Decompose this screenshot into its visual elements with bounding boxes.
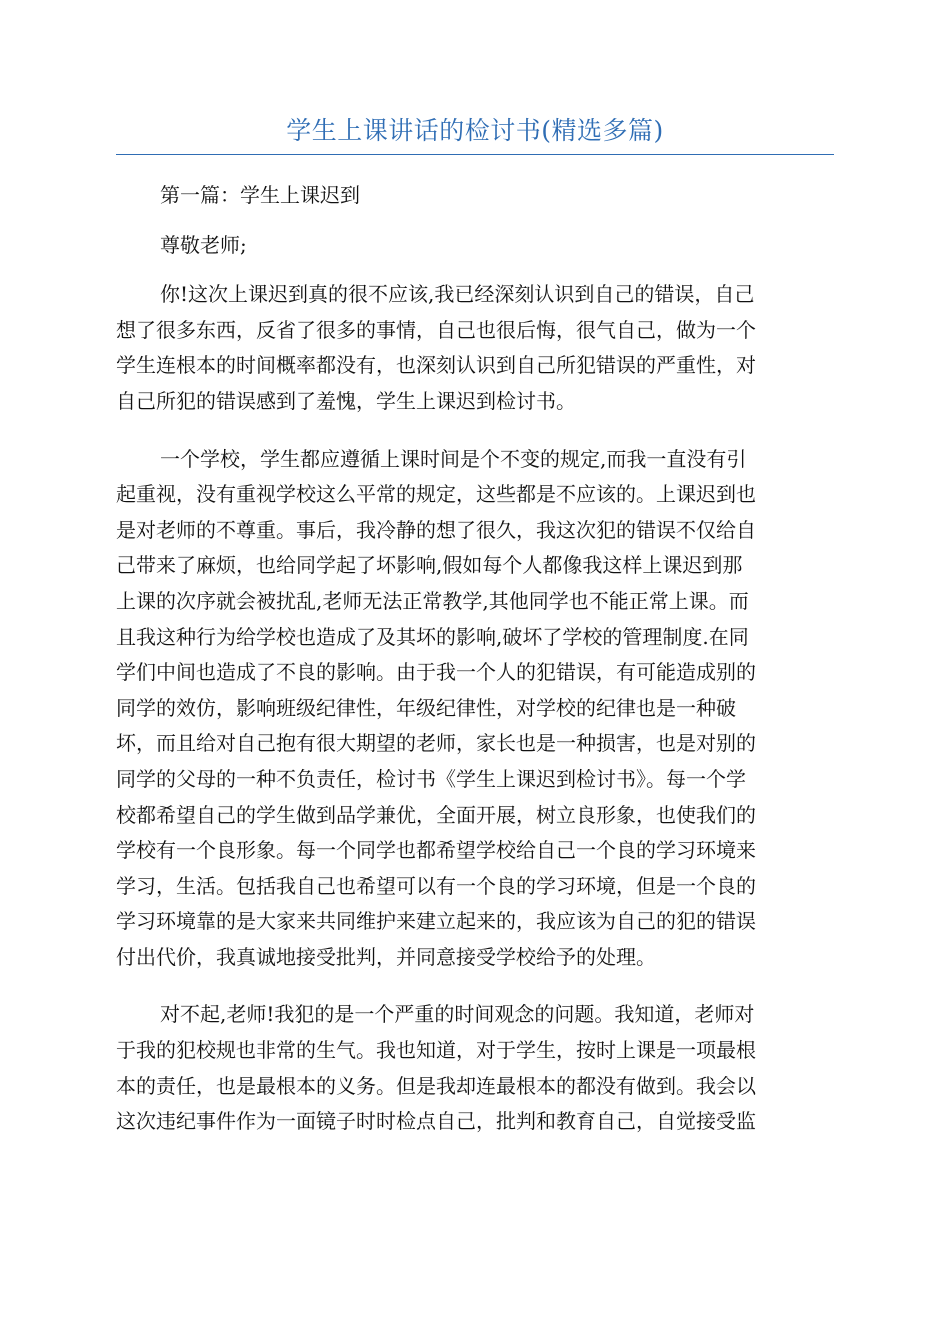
paragraph-line: 是对老师的不尊重。事后，我冷静的想了很久，我这次犯的错误不仅给自 <box>116 517 756 542</box>
paragraph-line: 同学的效仿，影响班级纪律性，年级纪律性，对学校的纪律也是一种破 <box>116 695 736 720</box>
paragraph-3 <box>116 997 832 1139</box>
document-title: 学生上课讲话的检讨书(精选多篇) <box>286 116 664 145</box>
paragraph-line: 校都希望自己的学生做到品学兼优，全面开展，树立良形象，也使我们的 <box>116 802 756 827</box>
spacer <box>116 214 832 228</box>
paragraph-spacer <box>116 975 832 997</box>
section-heading: 第一篇：学生上课迟到 <box>160 183 360 207</box>
paragraph-line: 同学的父母的一种不负责任，检讨书《学生上课迟到检讨书》。每一个学 <box>116 766 746 791</box>
spacer <box>116 263 832 277</box>
paragraph-line: 自己所犯的错误感到了羞愧，学生上课迟到检讨书。 <box>116 388 576 413</box>
paragraph-line: 学习，生活。包括我自己也希望可以有一个良的学习环境，但是一个良的 <box>116 873 756 898</box>
paragraph-line: 坏，而且给对自己抱有很大期望的老师，家长也是一种损害，也是对别的 <box>116 731 756 756</box>
paragraph-2 <box>116 442 832 976</box>
salutation: 尊敬老师; <box>160 232 247 257</box>
paragraph-line: 学生连根本的时间概率都没有，也深刻认识到自己所犯错误的严重性，对 <box>116 353 756 378</box>
paragraph-line: 且我这种行为给学校也造成了及其坏的影响,破坏了学校的管理制度.在同 <box>116 624 749 649</box>
paragraph-line: 本的责任，也是最根本的义务。但是我却连最根本的都没有做到。我会以 <box>116 1073 756 1098</box>
paragraph-line: 起重视，没有重视学校这么平常的规定，这些都是不应该的。上课迟到也 <box>116 482 756 507</box>
document-body <box>116 178 832 1140</box>
paragraph-1 <box>116 277 832 419</box>
paragraph-line: 于我的犯校规也非常的生气。我也知道，对于学生，按时上课是一项最根 <box>116 1038 756 1063</box>
paragraph-line: 想了很多东西，反省了很多的事情，自己也很后悔，很气自己，做为一个 <box>116 317 756 342</box>
paragraph-line: 学们中间也造成了不良的影响。由于我一个人的犯错误，有可能造成别的 <box>116 660 756 685</box>
paragraph-line: 学校有一个良形象。每一个同学也都希望学校给自己一个良的学习环境来 <box>116 838 756 863</box>
paragraph-line: 这次违纪事件作为一面镜子时时检点自己，批判和教育自己，自觉接受监 <box>116 1109 756 1134</box>
title-underline <box>116 154 834 155</box>
paragraph-spacer <box>116 420 832 442</box>
paragraph-line: 学习环境靠的是大家来共同维护来建立起来的，我应该为自己的犯的错误 <box>116 909 756 934</box>
paragraph-line: 对不起,老师!我犯的是一个严重的时间观念的问题。我知道，老师对 <box>160 1002 755 1027</box>
paragraph-line: 一个学校，学生都应遵循上课时间是个不变的规定,而我一直没有引 <box>160 446 747 471</box>
paragraph-line: 己带来了麻烦，也给同学起了坏影响,假如每个人都像我这样上课迟到那 <box>116 553 743 578</box>
paragraph-line: 上课的次序就会被扰乱,老师无法正常教学,其他同学也不能正常上课。而 <box>116 588 749 613</box>
paragraph-line: 付出代价，我真诚地接受批判，并同意接受学校给予的处理。 <box>116 944 656 969</box>
paragraph-line: 你!这次上课迟到真的很不应该,我已经深刻认识到自己的错误，自己 <box>160 282 755 307</box>
